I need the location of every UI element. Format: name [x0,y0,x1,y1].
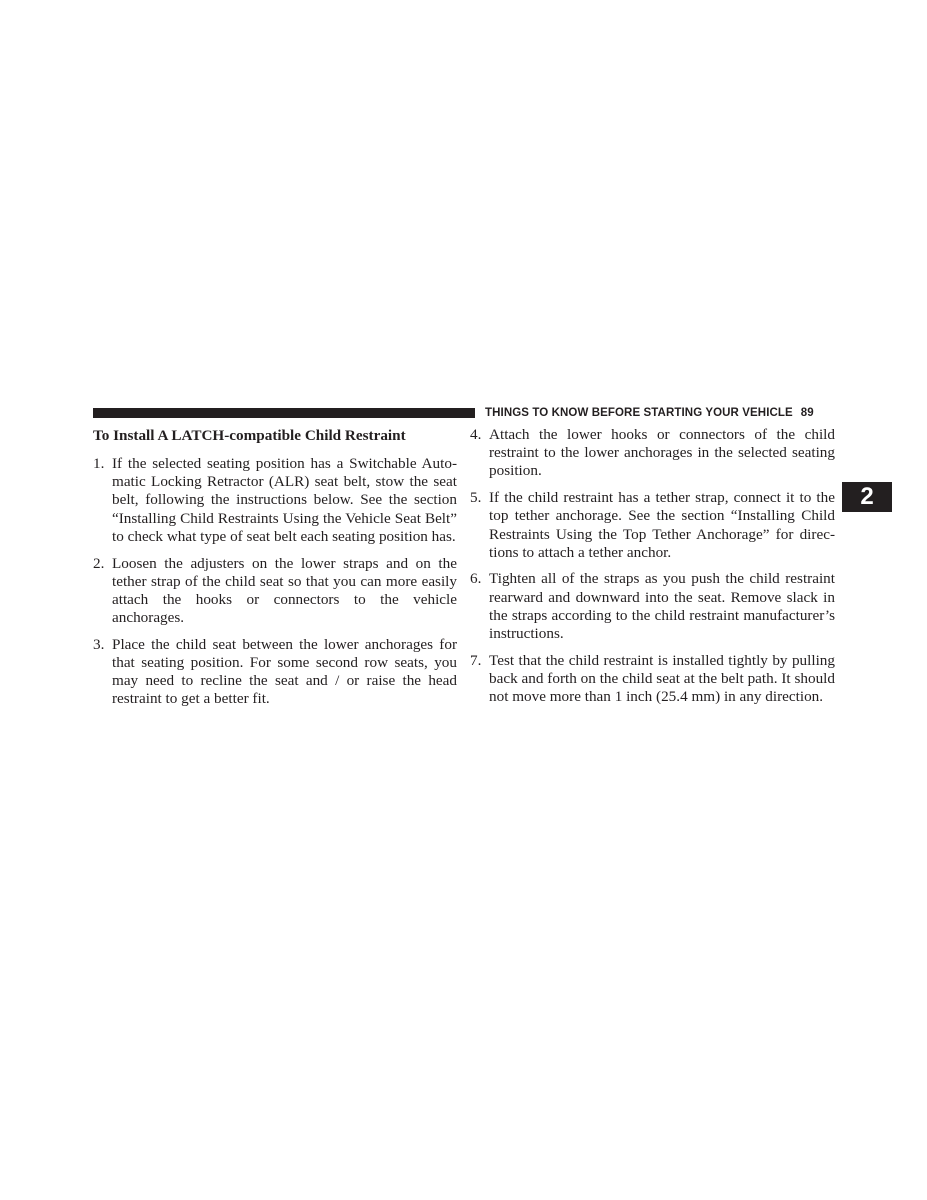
list-item-5 [470,489,835,562]
right-column [470,426,835,715]
list-item-4 [470,426,835,481]
list-item-number: 3. [93,635,105,653]
list-item-number: 2. [93,554,105,572]
chapter-tab: 2 [842,482,892,512]
list-item-text: Tighten all of the straps as you push the child restraint rearward and downward into the seat. Remove slack in the straps according to the child restraint manufacturer’s instructions. [489,570,835,643]
list-item-text: Test that the child restraint is installed tightly by pulling back and forth on the child seat at the belt path. It should not move more than 1 inch (25.4 mm) in any direction. [489,651,835,706]
header-title: THINGS TO KNOW BEFORE STARTING YOUR VEHICLE [485,407,793,419]
list-item-text: If the selected seating position has a Switchable Automatic Locking Retractor (ALR) seat belt, stow the seat belt, following the instructions below. See the section “Installing Child Restraints Using the Vehicle Seat Belt” to check what type of seat belt each seating position has. [112,455,457,545]
left-column [93,426,457,717]
list-item-number: 7. [470,651,482,669]
list-item-number: 1. [93,455,105,472]
list-item-1 [93,455,457,546]
header-rule [93,408,475,418]
list-item-7 [470,652,835,707]
list-item-number: 6. [470,570,482,588]
list-item-6 [470,570,835,643]
section-title: To Install A LATCH-compatible Child Restraint [93,427,406,444]
list-item-text: Loosen the adjusters on the lower straps and on the tether strap of the child seat so that you can more easily attach the hooks or connectors to the vehicle anchorages. [112,554,457,627]
list-item-number: 4. [470,426,482,443]
list-item-3 [93,636,457,709]
list-item-2 [93,555,457,628]
list-item-text: Place the child seat between the lower anchorages for that seating position. For some second row seats, you may need to recline the seat and / or raise the head restraint to get a better fit. [112,635,457,708]
list-item-text: If the child restraint has a tether strap, connect it to the top tether anchorage. See the section “Installing Child Restraints Using the Top Tether Anchorage” for directions to attach a tether anchor. [489,489,835,561]
list-item-text: Attach the lower hooks or connectors of the child restraint to the lower anchorages in the selected seating position. [489,426,835,480]
running-header [485,405,835,421]
page-number: 89 [800,407,814,419]
list-item-number: 5. [470,489,482,507]
